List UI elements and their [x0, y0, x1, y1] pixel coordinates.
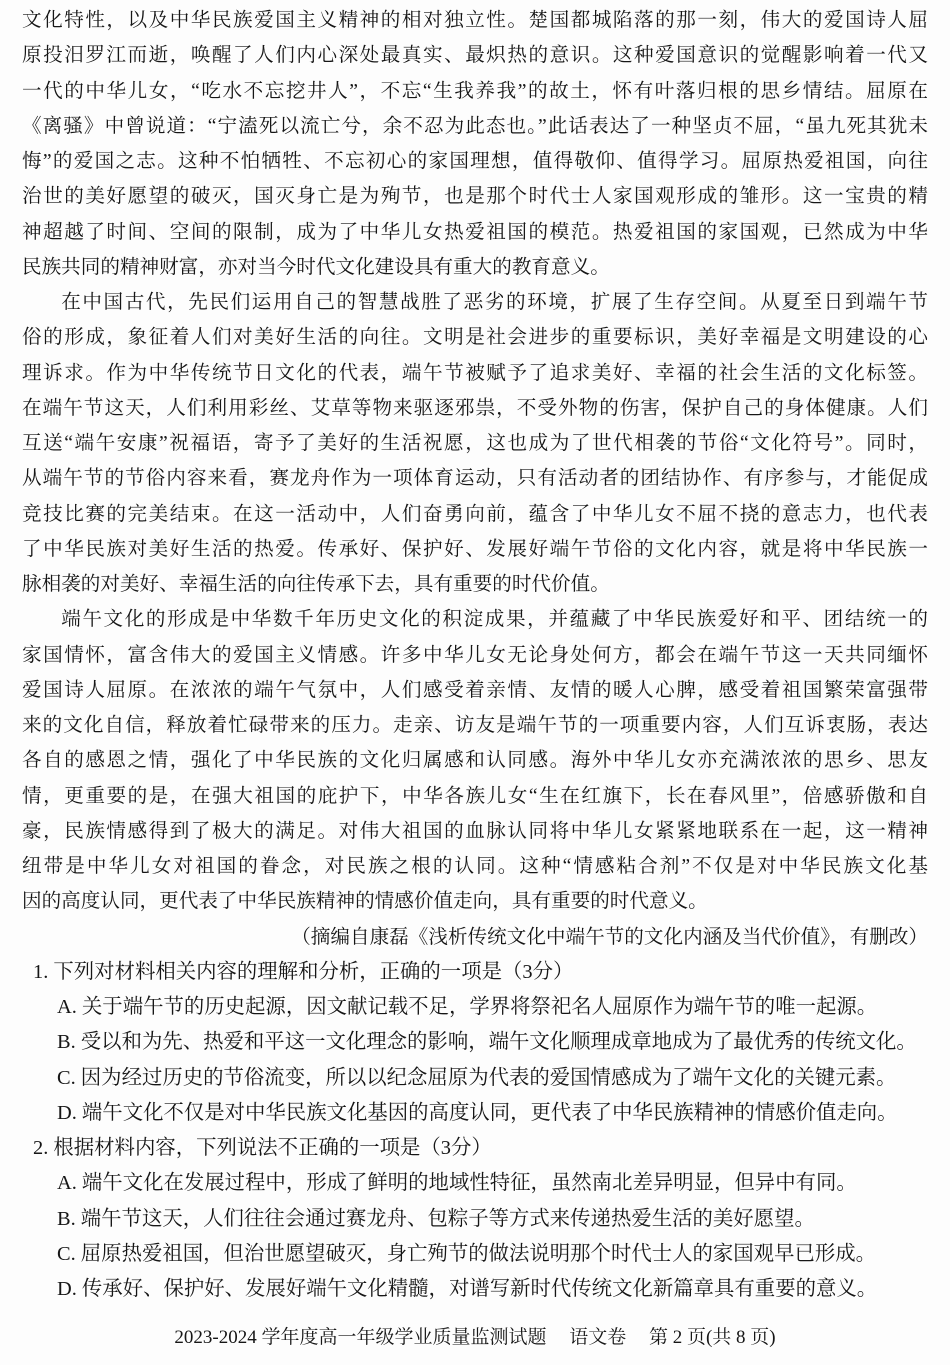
passage-line: 各自的感恩之情，强化了中华民族的文化归属感和认同感。海外中华儿女亦充满浓浓的思乡、思友 [22, 750, 928, 772]
passage-line: 文化特性，以及中华民族爱国主义精神的相对独立性。楚国都城陷落的那一刻，伟大的爱国诗人屈 [22, 10, 928, 31]
passage-line: 民族共同的精神财富，亦对当今时代文化建设具有重大的教育意义。 [22, 256, 610, 278]
passage-line: 情，更重要的是，在强大祖国的庇护下，中华各族儿女“生在红旗下，长在春风里”，倍感骄傲和自 [22, 785, 928, 807]
question-stem: 1. 下列对材料相关内容的理解和分析，正确的一项是（3分） [33, 960, 574, 983]
passage-line: 爱国诗人屈原。在浓浓的端午气氛中，人们感受着亲情、友情的暖人心脾，感受着祖国繁荣富强带 [22, 679, 928, 701]
option-c: C. 屈原热爱祖国，但治世愿望破灭，身亡殉节的做法说明那个时代士人的家国观早已形成。 [57, 1242, 877, 1265]
passage-line: 来的文化自信，释放着忙碌带来的压力。走亲、访友是端午节的一项重要内容，人们互诉衷肠，表达 [22, 715, 928, 736]
passage-line: 神超越了时间、空间的限制，成为了中华儿女热爱祖国的模范。热爱祖国的家国观，已然成为中华 [22, 221, 928, 243]
question-stem: 2. 根据材料内容，下列说法不正确的一项是（3分） [33, 1137, 492, 1159]
passage-line: 一代的中华儿女，“吃水不忘挖井人”，不忘“生我养我”的故土，怀有叶落归根的思乡情结。屈原在 [22, 80, 928, 102]
passage-line: 纽带是中华儿女对祖国的眷念，对民族之根的认同。这种“情感粘合剂”不仅是对中华民族文化基 [22, 856, 928, 877]
footer-subject: 语文卷 [569, 1327, 627, 1348]
passage-line: 从端午节的节俗内容来看，赛龙舟作为一项体育运动，只有活动者的团结协作、有序参与，才能促成 [22, 468, 928, 490]
paragraph-2 [22, 285, 928, 602]
passage-line: 脉相袭的对美好、幸福生活的向往传承下去，具有重要的时代价值。 [22, 574, 610, 595]
option-c: C. 因为经过历史的节俗流变，所以以纪念屈原为代表的爱国情感成为了端午文化的关键元素。 [57, 1066, 897, 1089]
page-content [22, 3, 928, 1307]
option-b: B. 受以和为先、热爱和平这一文化理念的影响，端午文化顺理成章地成为了最优秀的传统文化。 [57, 1031, 917, 1054]
option-b: B. 端午节这天，人们往往会通过赛龙舟、包粽子等方式来传递热爱生活的美好愿望。 [57, 1207, 815, 1230]
passage-line: 了中华民族对美好生活的热爱。传承好、保护好、发展好端午节俗的文化内容，就是将中华民族一 [22, 538, 928, 560]
passage-line: 治世的美好愿望的破灭，国灭身亡是为殉节，也是那个时代士人家国观形成的雏形。这一宝贵的精 [22, 186, 928, 208]
footer-page-number: 第 2 页(共 8 页) [648, 1327, 776, 1348]
option-d: D. 端午文化不仅是对中华民族文化基因的高度认同，更代表了中华民族精神的情感价值走向。 [57, 1101, 898, 1124]
passage-line: 互送“端午安康”祝福语，寄予了美好的生活祝愿，这也成为了世代相袭的节俗“文化符号”。同时， [22, 433, 928, 454]
passage-line: 原投汨罗江而逝，唤醒了人们内心深处最真实、最炽热的意识。这种爱国意识的觉醒影响着一代又 [22, 45, 928, 67]
passage-line: 家国情怀，富含伟大的爱国主义情感。许多中华儿女无论身处何方，都会在端午节这一天共同缅怀 [22, 644, 928, 666]
passage-line: 俗的形成，象征着人们对美好生活的向往。文明是社会进步的重要标识，美好幸福是文明建设的心 [22, 327, 928, 349]
question-2 [22, 1131, 928, 1307]
option-a: A. 端午文化在发展过程中，形成了鲜明的地域性特征，虽然南北差异明显，但异中有同。 [57, 1172, 857, 1195]
passage-line: 悔”的爱国之志。这种不怕牺牲、不忘初心的家国理想，值得敬仰、值得学习。屈原热爱祖国，向往 [22, 151, 928, 172]
passage-line: 因的高度认同，更代表了中华民族精神的情感价值走向，具有重要的时代意义。 [22, 891, 708, 913]
passage-line: 在中国古代，先民们运用自己的智慧战胜了恶劣的环境，扩展了生存空间。从夏至日到端午节 [61, 292, 928, 313]
question-1 [22, 955, 928, 1131]
passage-line: 理诉求。作为中华传统节日文化的代表，端午节被赋予了追求美好、幸福的社会生活的文化标签。 [22, 362, 928, 384]
page-footer [0, 1320, 950, 1355]
paragraph-1 [22, 3, 928, 285]
footer-exam-title: 2023-2024 学年度高一年级学业质量监测试题 [174, 1327, 547, 1348]
option-d: D. 传承好、保护好、发展好端午文化精髓，对谱写新时代传统文化新篇章具有重要的意义。 [57, 1278, 878, 1300]
passage-line: 在端午节这天，人们利用彩丝、艾草等物来驱逐邪祟，不受外物的伤害，保护自己的身体健康。人们 [22, 397, 928, 419]
paragraph-3 [22, 602, 928, 919]
passage-line: 端午文化的形成是中华数千年历史文化的积淀成果，并蕴藏了中华民族爱好和平、团结统一的 [61, 609, 928, 631]
passage-line: 《离骚》中曾说道：“宁溘死以流亡兮，余不忍为此态也。”此话表达了一种坚贞不屈，“虽九死其犹未 [22, 115, 928, 137]
passage-line: 豪，民族情感得到了极大的满足。对伟大祖国的血脉认同将中华儿女紧紧地联系在一起，这一精神 [22, 820, 928, 842]
source-citation: （摘编自康磊《浅析传统文化中端午节的文化内涵及当代价值》，有删改） [291, 926, 928, 948]
passage-line: 竞技比赛的完美结束。在这一活动中，人们奋勇向前，蕴含了中华儿女不屈不挠的意志力，也代表 [22, 503, 928, 525]
option-a: A. 关于端午节的历史起源，因文献记载不足，学界将祭祀名人屈原作为端午节的唯一起源。 [57, 996, 878, 1018]
